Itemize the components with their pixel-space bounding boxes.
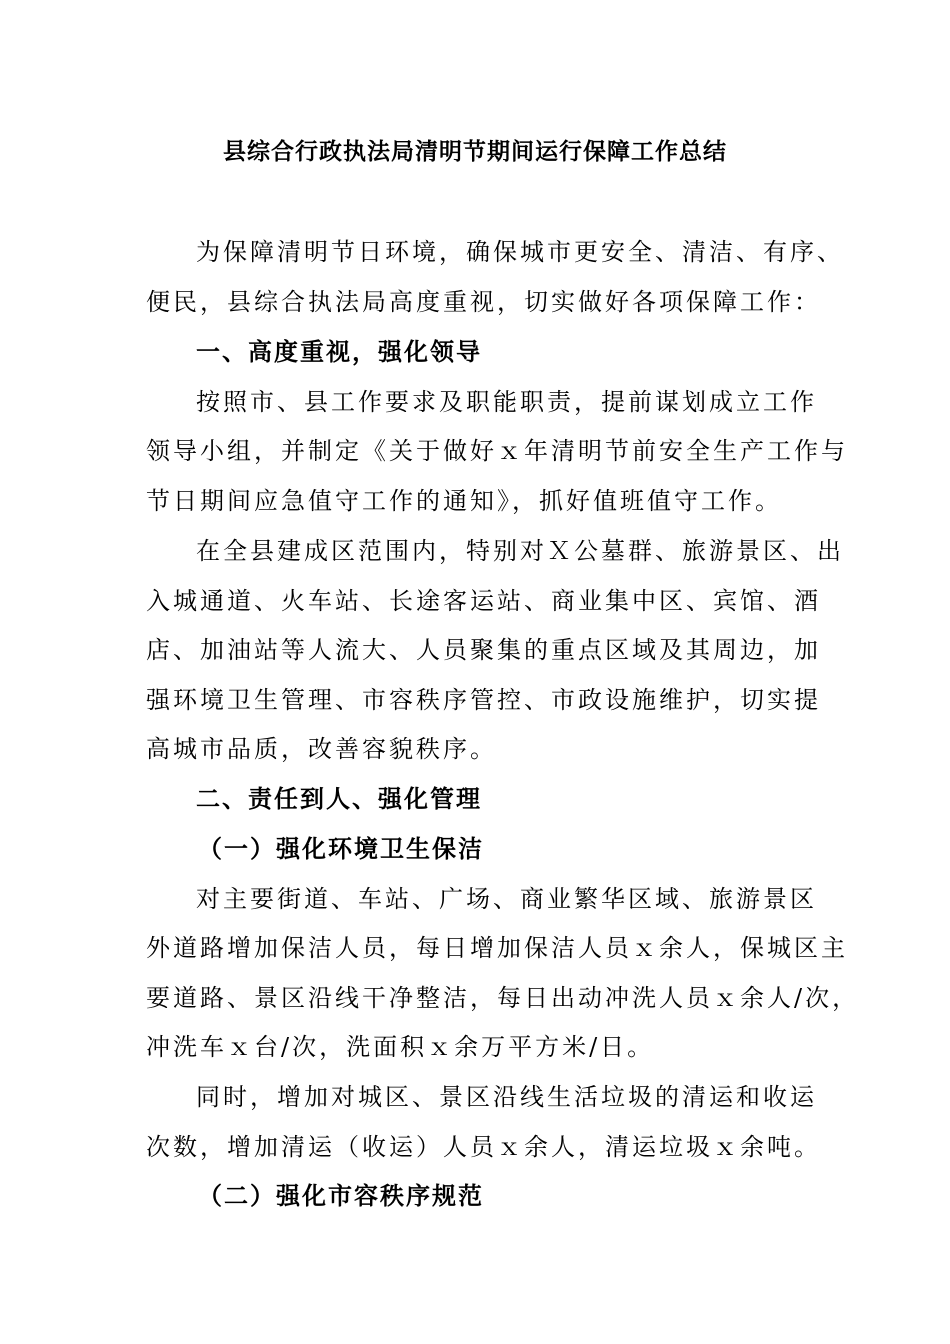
- paragraph-line: 冲洗车ｘ台/次，洗面积ｘ余万平方米/日。: [146, 1033, 655, 1061]
- section-heading-2: 二、责任到人、强化管理: [196, 784, 482, 813]
- paragraph-line: 在全县建成区范围内，特别对Ｘ公墓群、旅游景区、出: [196, 537, 844, 565]
- paragraph-line: 按照市、县工作要求及职能职责，提前谋划成立工作: [196, 388, 817, 416]
- subsection-heading-1: （一）强化环境卫生保洁: [198, 834, 484, 863]
- section-heading-1: 一、高度重视，强化领导: [196, 337, 482, 366]
- subsection-heading-2: （二）强化市容秩序规范: [198, 1181, 484, 1210]
- paragraph-line: 节日期间应急值守工作的通知》，抓好值班值守工作。: [146, 487, 782, 515]
- paragraph-line: 强环境卫生管理、市容秩序管控、市政设施维护，切实提: [146, 686, 821, 714]
- paragraph-line: 为保障清明节日环境，确保城市更安全、清洁、有序、: [196, 238, 844, 266]
- paragraph-line: 次数，增加清运（收运）人员ｘ余人，清运垃圾ｘ余吨。: [146, 1133, 821, 1161]
- paragraph-line: 外道路增加保洁人员，每日增加保洁人员ｘ余人，保城区主: [146, 934, 848, 962]
- paragraph-line: 领导小组，并制定《关于做好ｘ年清明节前安全生产工作与: [146, 437, 848, 465]
- paragraph-line: 入城通道、火车站、长途客运站、商业集中区、宾馆、酒: [146, 587, 821, 615]
- paragraph-line: 要道路、景区沿线干净整洁，每日出动冲洗人员ｘ余人/次，: [146, 984, 860, 1012]
- paragraph-line: 店、加油站等人流大、人员聚集的重点区域及其周边，加: [146, 636, 821, 664]
- document-title: 县综合行政执法局清明节期间运行保障工作总结: [223, 138, 727, 165]
- paragraph-line: 同时，增加对城区、景区沿线生活垃圾的清运和收运: [196, 1083, 817, 1111]
- paragraph-line: 便民，县综合执法局高度重视，切实做好各项保障工作：: [146, 288, 821, 316]
- paragraph-line: 对主要街道、车站、广场、商业繁华区域、旅游景区: [196, 885, 817, 913]
- paragraph-line: 高城市品质，改善容貌秩序。: [146, 735, 497, 763]
